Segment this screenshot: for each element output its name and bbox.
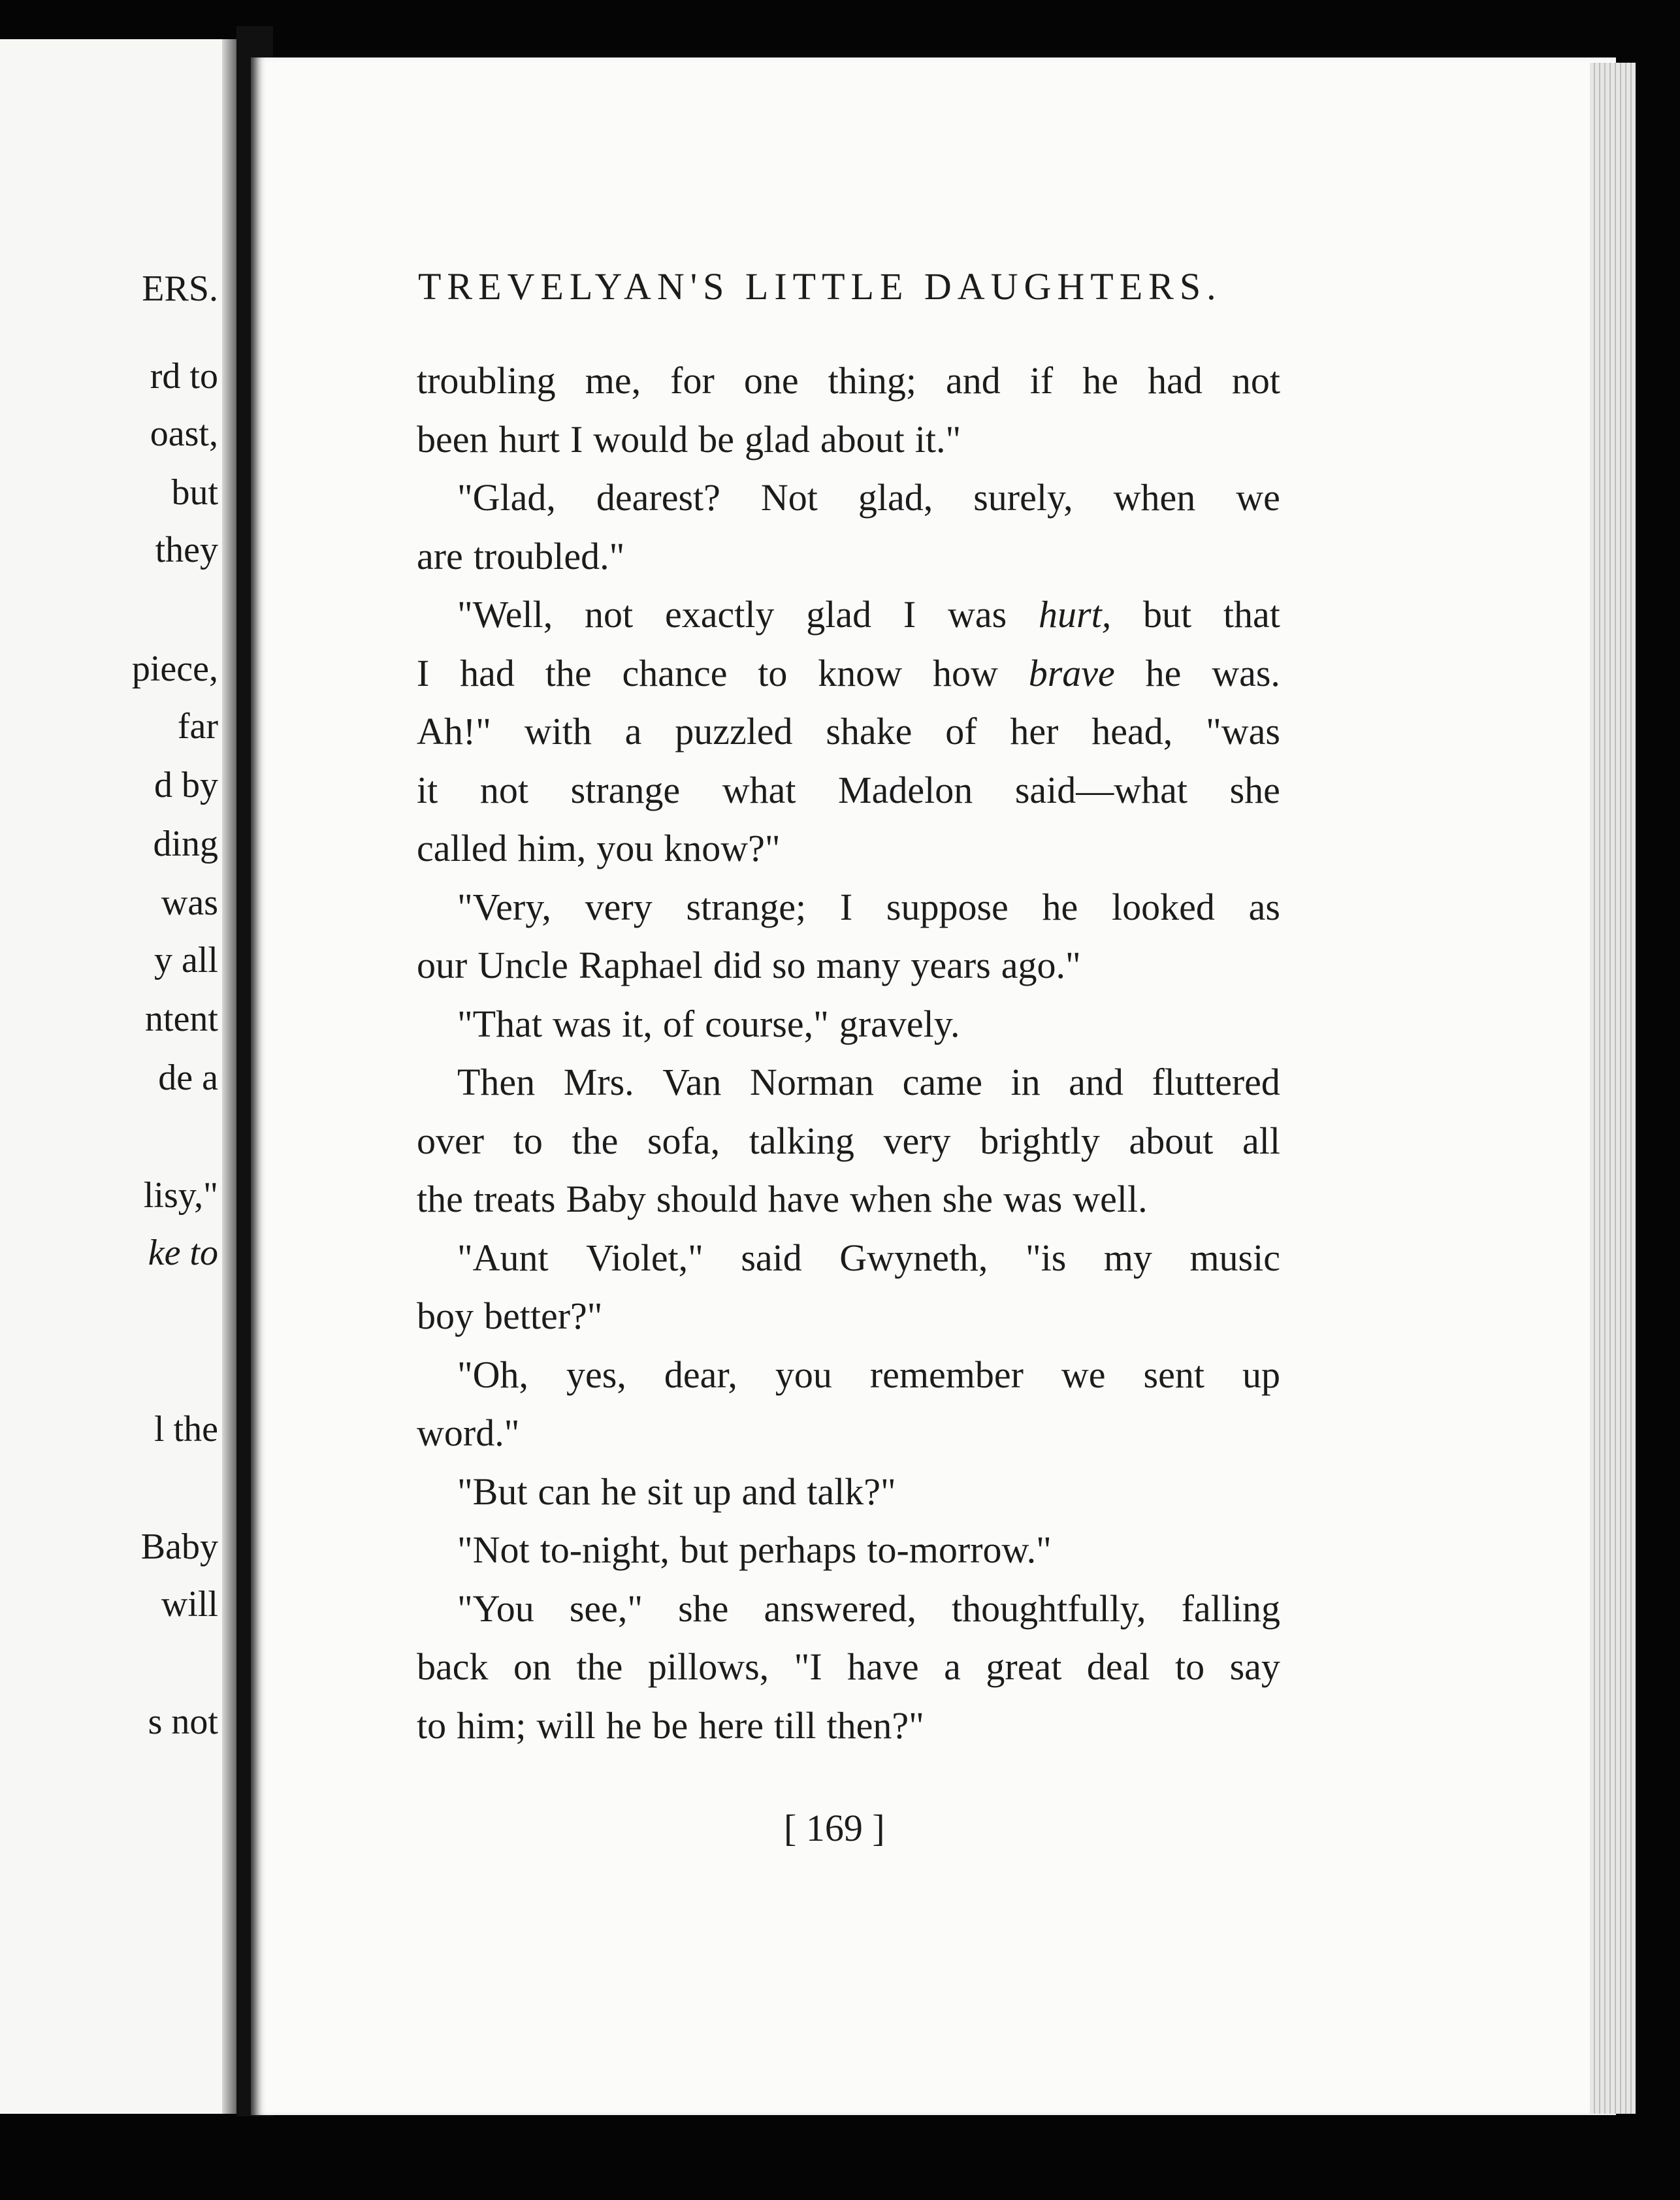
left-line-fragment: far (177, 706, 218, 747)
left-line-fragment: ke to (148, 1233, 218, 1273)
text-line: "Not to-night, but perhaps to-morrow." (457, 1529, 1052, 1571)
text-line: "Very, very strange; I suppose he looked as (457, 885, 1280, 928)
left-line-fragment: y all (154, 940, 218, 980)
page-number: [ 169 ] (784, 1807, 885, 1849)
left-line-fragment: Baby (140, 1527, 218, 1567)
left-line-fragment: ntent (145, 999, 218, 1039)
left-line-fragment: rd to (150, 356, 218, 396)
text-line: word." (417, 1412, 520, 1454)
text-line: over to the sofa, talking very brightly about all (417, 1119, 1280, 1162)
text-line: to him; will he be here till then?" (417, 1704, 924, 1747)
page-edges (1590, 63, 1636, 2114)
text-line: our Uncle Raphael did so many years ago." (417, 944, 1081, 986)
left-line-fragment: ding (153, 824, 218, 864)
text-line: "Aunt Violet," said Gwyneth, "is my music (457, 1236, 1280, 1279)
left-line-fragment: d by (154, 765, 218, 805)
text-line: Ah!" with a puzzled shake of her head, "was (417, 710, 1280, 752)
text-line: "Well, not exactly glad I was hurt, but that (457, 593, 1280, 636)
running-head: TREVELYAN'S LITTLE DAUGHTERS. (418, 265, 1222, 308)
left-line-fragment: piece, (131, 649, 218, 689)
text-line: "Glad, dearest? Not glad, surely, when we (457, 476, 1280, 519)
left-line-fragment: was (161, 882, 218, 923)
left-line-fragment: they (155, 530, 218, 570)
text-line: the treats Baby should have when she was well. (417, 1178, 1148, 1220)
text-line: called him, you know?" (417, 827, 781, 869)
text-line: "You see," she answered, thoughtfully, falling (457, 1587, 1280, 1630)
left-line-fragment: oast, (150, 413, 218, 454)
text-line: "Oh, yes, dear, you remember we sent up (457, 1353, 1280, 1396)
text-line: "That was it, of course," gravely. (457, 1002, 960, 1045)
left-line-fragment: s not (148, 1702, 218, 1742)
text-line: "But can he sit up and talk?" (457, 1470, 896, 1513)
text-line: are troubled." (417, 534, 625, 577)
text-line: I had the chance to know how brave he was. (417, 651, 1280, 694)
previous-page-fragment (0, 39, 236, 2114)
text-line: been hurt I would be glad about it." (417, 417, 961, 461)
text-line: boy better?" (417, 1295, 603, 1337)
text-line: back on the pillows, "I have a great deal to say (417, 1645, 1280, 1688)
text-line: troubling me, for one thing; and if he had not (417, 359, 1280, 402)
body-text (417, 351, 1280, 1755)
text-line: it not strange what Madelon said—what she (417, 768, 1280, 811)
left-running-head-fragment: ERS. (142, 268, 218, 309)
spine-shadow (222, 39, 236, 2114)
left-line-fragment: but (171, 472, 218, 513)
left-line-fragment: will (161, 1584, 218, 1625)
left-line-fragment: l the (154, 1409, 218, 1449)
left-line-fragment: de a (158, 1058, 218, 1098)
text-line: Then Mrs. Van Norman came in and fluttered (457, 1061, 1280, 1103)
left-line-fragment: lisy," (143, 1175, 218, 1216)
